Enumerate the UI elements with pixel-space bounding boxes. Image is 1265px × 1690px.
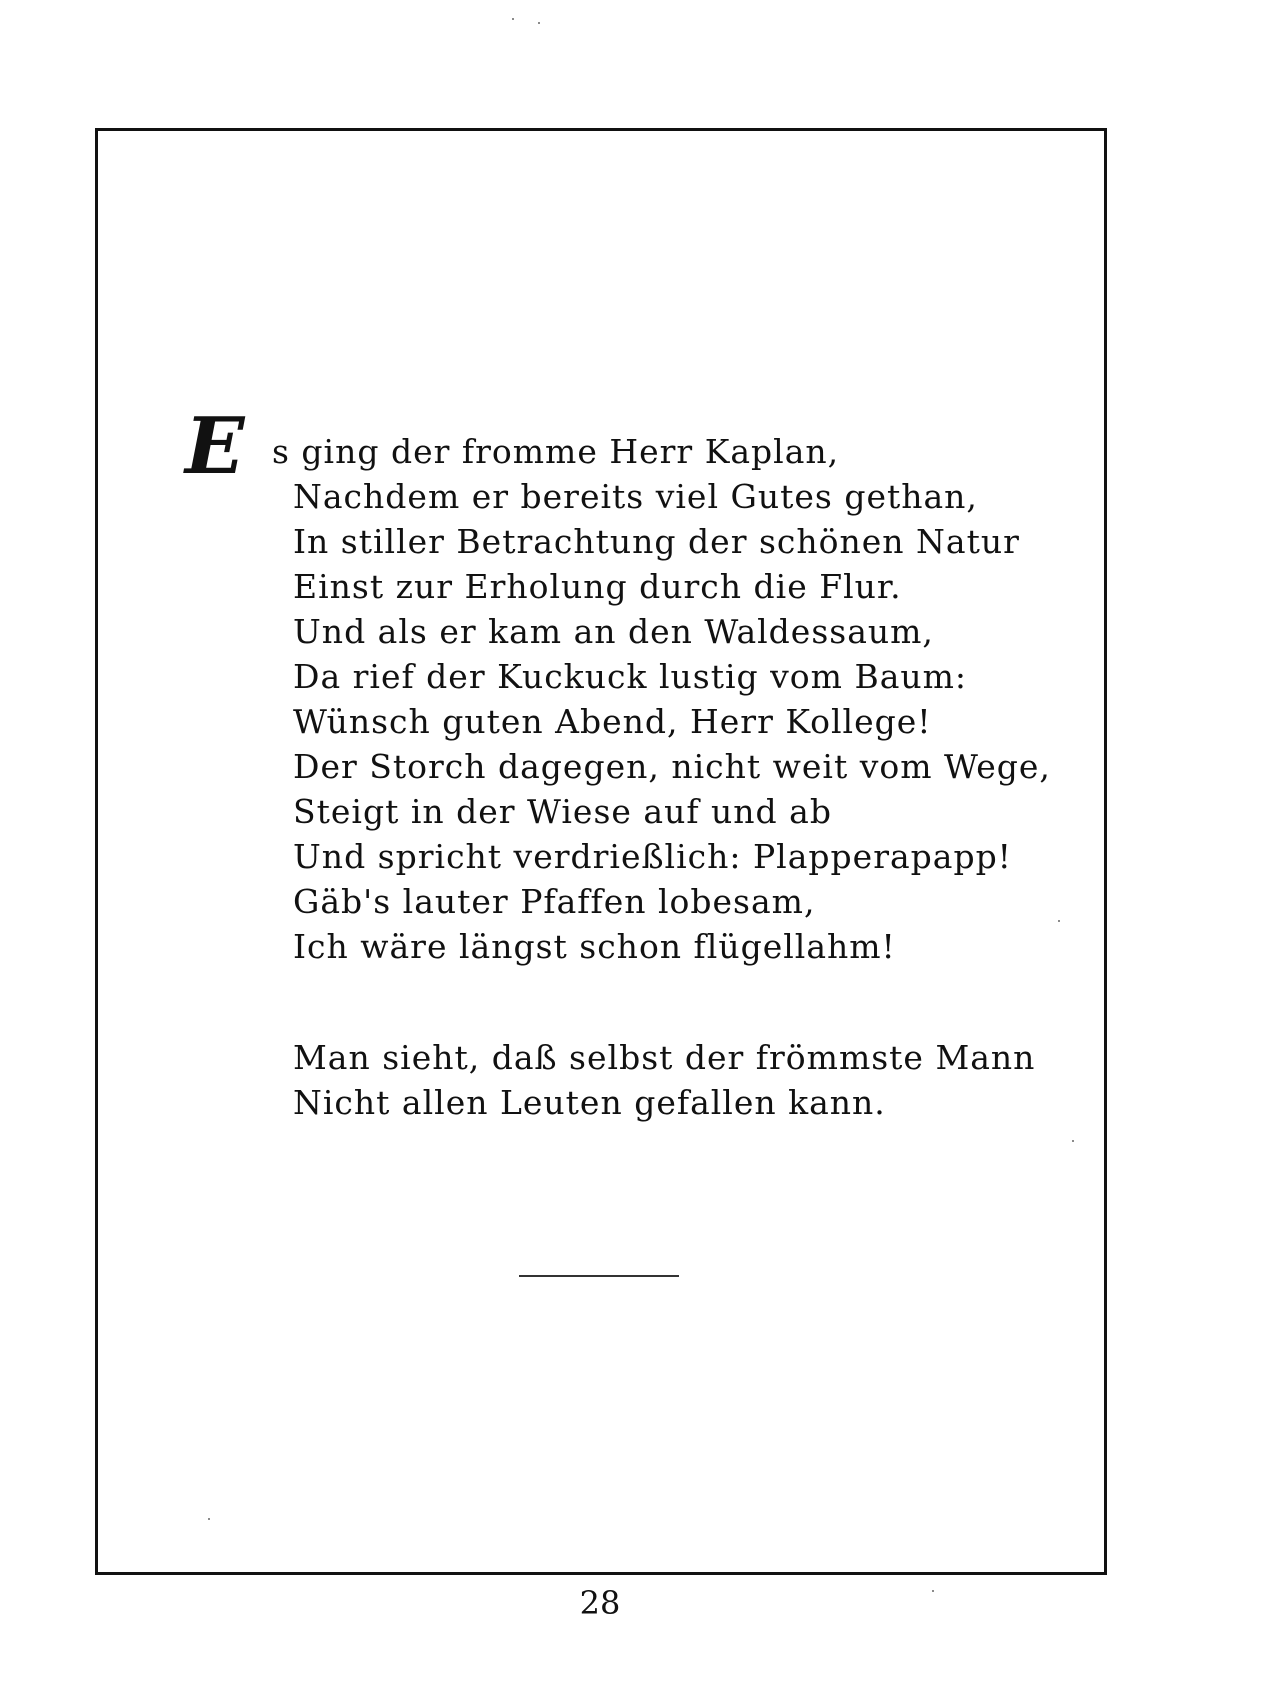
page-number: 28 [579, 1584, 621, 1622]
print-speck [1058, 920, 1060, 922]
poem-line-12: Ich wäre längst schon flügellahm! [293, 927, 896, 966]
poem-line-7: Wünsch guten Abend, Herr Kollege! [293, 702, 932, 741]
poem-line-11: Gäb's lauter Pfaffen lobesam, [293, 882, 816, 921]
first-line-text: s ging der fromme Herr Kaplan, [272, 432, 840, 471]
print-speck [538, 22, 540, 24]
poem-line-6: Da rief der Kuckuck lustig vom Baum: [293, 657, 968, 696]
poem-line-2: Nachdem er bereits viel Gutes gethan, [293, 477, 978, 516]
closing-line-2: Nicht allen Leuten gefallen kann. [293, 1083, 886, 1122]
poem-line-10: Und spricht verdrießlich: Plapperapapp! [293, 837, 1012, 876]
stanza-gap [293, 969, 1073, 1035]
print-speck [932, 1590, 934, 1592]
section-divider [519, 1275, 679, 1277]
poem-line-1 [185, 401, 1073, 492]
poem [185, 401, 1073, 1125]
poem-line-9: Steigt in der Wiese auf und ab [293, 792, 832, 831]
poem-line-8: Der Storch dagegen, nicht weit vom Wege, [293, 747, 1051, 786]
drop-cap: E [185, 401, 245, 492]
poem-line-5: Und als er kam an den Waldessaum, [293, 612, 934, 651]
print-speck [1072, 1140, 1074, 1142]
poem-line-4: Einst zur Erholung durch die Flur. [293, 567, 902, 606]
poem-line-3: In stiller Betrachtung der schönen Natur [293, 522, 1020, 561]
closing-line-1: Man sieht, daß selbst der frömmste Mann [293, 1038, 1036, 1077]
print-speck [208, 1518, 210, 1520]
print-speck [512, 18, 514, 20]
